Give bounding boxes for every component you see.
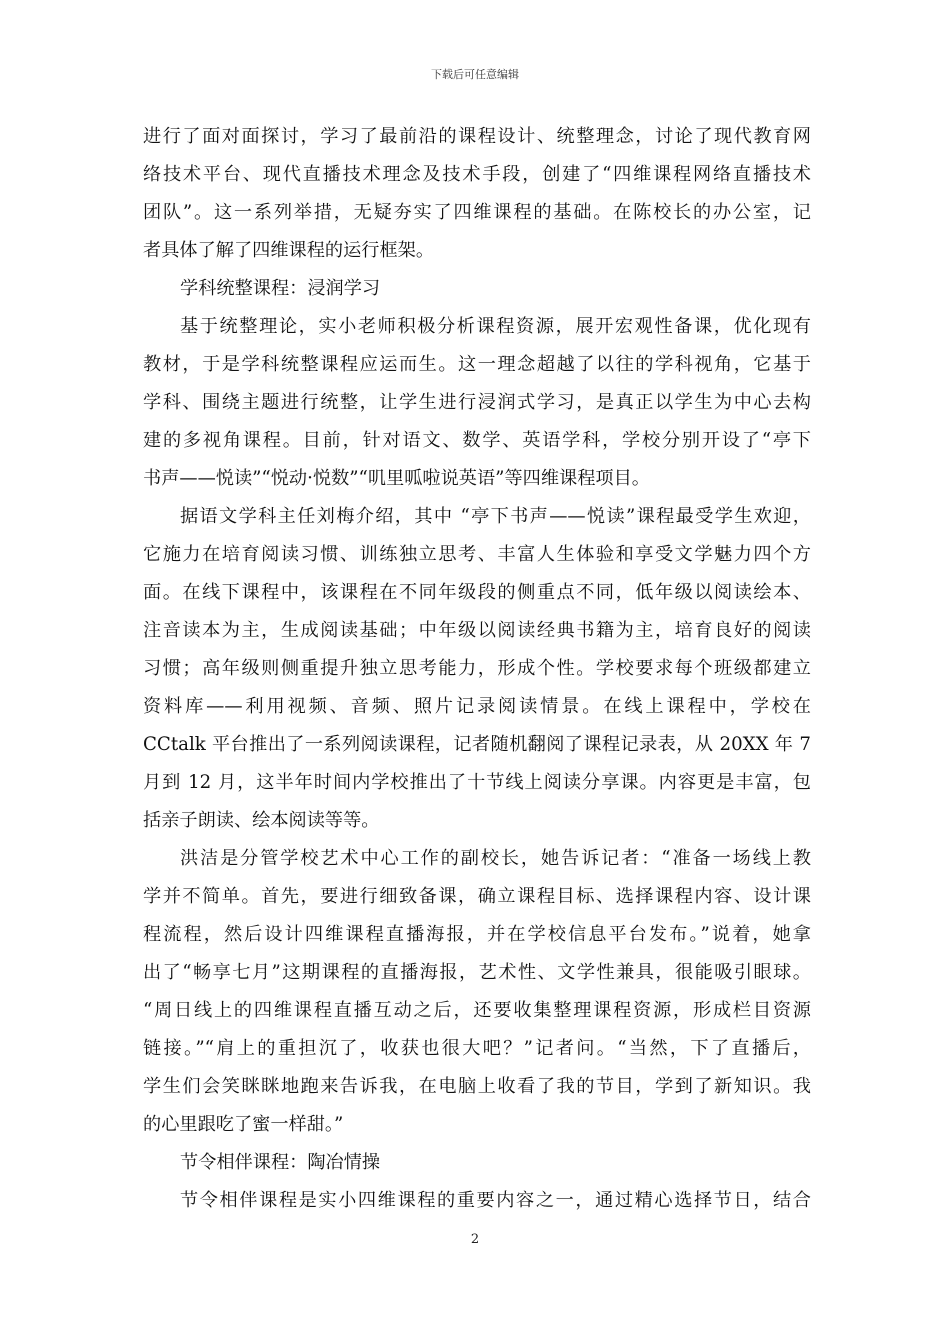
- text-line: 学科统整课程：浸润学习: [180, 278, 381, 299]
- text-line: 出了“畅享七月”这期课程的直播海报，艺术性、文学性兼具，很能吸引眼球。: [143, 962, 811, 983]
- text-line: 学并不简单。首先，要进行细致备课，确立课程目标、选择课程内容、设计课: [143, 886, 811, 907]
- page-header-note: 下载后可任意编辑: [431, 68, 519, 81]
- text-line: 书声——悦读”“悦动·悦数”“叽里呱啦说英语”等四维课程项目。: [143, 468, 650, 489]
- text-line: 者具体了解了四维课程的运行框架。: [143, 240, 435, 261]
- text-line: “周日线上的四维课程直播互动之后，还要收集整理课程资源，形成栏目资源: [143, 1000, 811, 1021]
- text-line: 注音读本为主，生成阅读基础；中年级以阅读经典书籍为主，培育良好的阅读: [143, 620, 811, 641]
- text-line: 的心里跟吃了蜜一样甜。”: [143, 1114, 344, 1135]
- text-line: 学科、围绕主题进行统整，让学生进行浸润式学习，是真正以学生为中心去构: [143, 392, 811, 413]
- text-line: 资料库——利用视频、音频、照片记录阅读情景。在线上课程中，学校在: [143, 696, 811, 717]
- text-line: 它施力在培育阅读习惯、训练独立思考、丰富人生体验和享受文学魅力四个方: [143, 544, 811, 565]
- text-line: 节令相伴课程：陶冶情操: [180, 1152, 381, 1173]
- text-line: 节令相伴课程是实小四维课程的重要内容之一，通过精心选择节日，结合: [180, 1190, 811, 1211]
- text-line: 团队”。这一系列举措，无疑夯实了四维课程的基础。在陈校长的办公室，记: [143, 202, 811, 223]
- text-line: 络技术平台、现代直播技术理念及技术手段，创建了“四维课程网络直播技术: [143, 164, 811, 185]
- document-body: [143, 118, 811, 1220]
- text-line: 学生们会笑眯眯地跑来告诉我，在电脑上收看了我的节目，学到了新知识。我: [143, 1076, 811, 1097]
- text-line: 据语文学科主任刘梅介绍，其中 “亭下书声——悦读”课程最受学生欢迎，: [180, 506, 811, 527]
- text-line: 洪洁是分管学校艺术中心工作的副校长，她告诉记者：“准备一场线上教: [180, 848, 811, 869]
- text-line: 程流程，然后设计四维课程直播海报，并在学校信息平台发布。”说着，她拿: [143, 924, 811, 945]
- text-line: 教材，于是学科统整课程应运而生。这一理念超越了以往的学科视角，它基于: [143, 354, 811, 375]
- text-line: 括亲子朗读、绘本阅读等等。: [143, 810, 380, 831]
- text-line: CCtalk 平台推出了一系列阅读课程，记者随机翻阅了课程记录表，从 20XX 年 7: [143, 734, 811, 755]
- page-number: 2: [470, 1232, 480, 1247]
- text-line: 建的多视角课程。目前，针对语文、数学、英语学科，学校分别开设了“亭下: [143, 430, 811, 451]
- text-line: 月到 12 月，这半年时间内学校推出了十节线上阅读分享课。内容更是丰富，包: [143, 772, 811, 793]
- text-line: 习惯；高年级则侧重提升独立思考能力，形成个性。学校要求每个班级都建立: [143, 658, 811, 679]
- text-line: 面。在线下课程中，该课程在不同年级段的侧重点不同，低年级以阅读绘本、: [143, 582, 811, 603]
- text-line: 进行了面对面探讨，学习了最前沿的课程设计、统整理念，讨论了现代教育网: [143, 126, 811, 147]
- text-line: 链接。”“肩上的重担沉了，收获也很大吧？”记者问。“当然，下了直播后，: [143, 1038, 811, 1059]
- text-line: 基于统整理论，实小老师积极分析课程资源，展开宏观性备课，优化现有: [180, 316, 811, 337]
